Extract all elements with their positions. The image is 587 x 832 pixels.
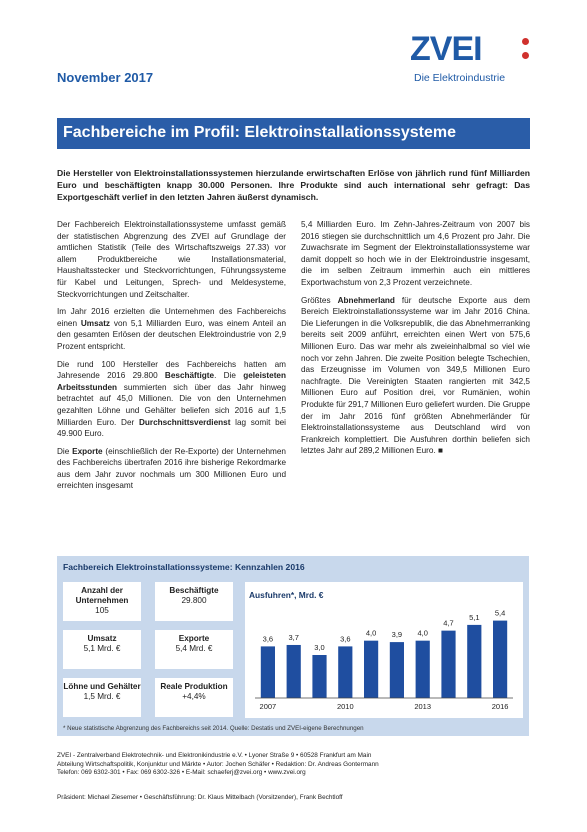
bar-value-label: 3,7 (288, 632, 299, 642)
bar-value-label: 4,0 (365, 628, 377, 638)
paragraph-exportwachstum: 5,4 Milliarden Euro. Im Zehn-Jahres-Zeitraum von 2007 bis 2016 stiegen sie durchschnittlich um 4,6 Prozent pro Jahr. Die Zuwachsrate im Segment der Elektroinstallationssysteme war damit doppelt so hoch wie in der Elektroindustrie insgesamt, die im selben Zeitraum immerhin auch ein mittleres Exportwachstum von 2,3 Prozent verzeichnete. (301, 220, 530, 287)
paragraph-abnehmerland (301, 295, 530, 457)
logo-colon-icon (522, 38, 529, 66)
text: Die rund 100 Hersteller des Fachbereichs hatten am Jahresende 2016 29.800 (57, 359, 286, 381)
text: Im Jahr 2016 erzielten die Unternehmen des Fachbereichs einen (57, 307, 286, 328)
kpi-label: Umsatz (87, 634, 117, 643)
body-column-right (301, 219, 530, 463)
paragraph-beschaeftigte (57, 359, 286, 440)
kpi-produktion (155, 678, 233, 717)
keyword: Exporte (72, 446, 103, 456)
paragraph-intro: Der Fachbereich Elektroinstallationssysteme umfasst gemäß der statistischen Abgrenzung des ZVEI auf Grundlage der amtlichen Statistik (Teile des Wirtschaftszweigs 27.33) vor allem Produktbereiche wie Installationsmaterial, Haushaltsstecker und Steckvorrichtungen, Führungssysteme für Kabel und Leitungen, Sprech- und Meldesysteme, Steckvorrichtungen und Zeitschalter. (57, 220, 286, 299)
bar-value-label: 3,9 (391, 630, 403, 640)
kpi-label: Exporte (178, 634, 210, 643)
x-tick-label: 2007 (259, 702, 277, 711)
kpi-unternehmen (63, 582, 141, 621)
text: für deutsche Exporte aus dem Bereich Elektroinstallationssysteme war im Jahr 2016 China. Die Lieferungen in die Volksrepublik, die das Abnehmerranking bereits seit 2009 anführt, erreichten einen Wert von 575,6 Millionen Euro. Das war mehr als zweieinhalbmal so viel wie noch vor zehn Jahren. Die zweite Position belegte Tschechien, das Erzeugnisse im Volumen von 349,5 Millionen Euro nachfragte. Die Vereinigten Staaten rangierten mit 342,5 Millionen Euro auf Position drei, vor Rumänien, wohin Produkte für 291,7 Millionen Euro geliefert wurden. Die Gruppe der im Jahr 2016 fünf größten Abnehmerländer für Elektroinstallationssysteme aus Deutschland wird von Frankreich komplettiert. Die Ausfuhren dorthin beliefen sich letztes Jahr auf 289,2 Millionen Euro. ■ (301, 295, 530, 456)
bar-2013 (416, 641, 430, 698)
kpi-label: Anzahl der Unternehmen (75, 586, 129, 605)
page-title: Fachbereiche im Profil: Elektroinstallationssysteme (63, 124, 457, 141)
kpi-value: 29.800 (181, 596, 207, 605)
kennzahlen-title: Fachbereich Elektroinstallationssysteme: Kennzahlen 2016 (63, 562, 305, 572)
x-tick-label: 2013 (414, 702, 432, 711)
x-tick-label: 2016 (491, 702, 509, 711)
bar-2014 (441, 631, 455, 698)
bar-2016 (493, 621, 507, 698)
paragraph-umsatz (57, 306, 286, 352)
keyword: Beschäftigte (164, 371, 215, 381)
bar-2011 (364, 641, 378, 698)
text: lag somit bei 49.900 Euro. (57, 417, 286, 439)
bar-2008 (287, 645, 301, 698)
paragraph-exporte (57, 446, 286, 492)
bar-value-label: 4,0 (417, 628, 428, 638)
kpi-value: 1,5 Mrd. € (83, 692, 121, 701)
bar-2012 (390, 642, 404, 698)
keyword: geleisteten Arbeitsstunden (57, 371, 286, 392)
text: von 5,1 Milliarden Euro, was einem Anteil an den gesamten Erlösen der deutschen Elektroindustrie von 2,9 Prozent entspricht. (57, 318, 286, 351)
keyword: Umsatz (80, 318, 111, 328)
footer-contact (57, 752, 537, 778)
footer-line: ZVEI - Zentralverband Elektrotechnik- und Elektronikindustrie e.V. • Lyoner Straße 9 • 60528 Frankfurt am Main (57, 752, 372, 759)
bar-value-label: 3,0 (314, 643, 325, 652)
kpi-label: Löhne und Gehälter (63, 682, 141, 691)
bar-2010 (338, 646, 352, 698)
export-chart-panel (245, 582, 523, 718)
bar-value-label: 4,7 (443, 618, 454, 628)
kennzahlen-box (57, 556, 529, 736)
kpi-exporte (155, 630, 233, 669)
title-banner (57, 118, 530, 149)
kpi-beschaeftigte (155, 582, 233, 621)
kpi-label: Beschäftigte (169, 586, 219, 595)
chart-title: Ausfuhren*, Mrd. € (249, 590, 324, 600)
kennzahlen-footnote: * Neue statistische Abgrenzung des Fachbereichs seit 2014. Quelle: Destatis und ZVEI-eigene Berechnungen (63, 725, 364, 732)
bar-2007 (261, 646, 275, 698)
x-tick-label: 2010 (336, 702, 354, 711)
kpi-value: 5,4 Mrd. € (175, 644, 213, 653)
body-column-left (57, 219, 286, 498)
bar-2009 (312, 655, 326, 698)
text: Größtes (301, 295, 338, 305)
logo-wordmark: ZVEI (410, 30, 482, 68)
text: . Die (214, 371, 244, 381)
kpi-value: 5,1 Mrd. € (83, 644, 121, 653)
bar-value-label: 3,6 (262, 634, 274, 644)
kpi-value: 105 (95, 606, 109, 615)
kpi-value: +4,4% (182, 692, 206, 701)
lead-paragraph: Die Hersteller von Elektroinstallationssystemen hierzulande erwirtschaften Erlöse von jährlich rund fünf Milliarden Euro und beschäftigten knapp 30.000 Personen. Ihre Produkte sind auch international sehr gefragt: Das Exportgeschäft verlief in den letzten Jahren äußerst dynamisch. (57, 168, 530, 203)
keyword: Abnehmerland (337, 295, 395, 305)
bar-value-label: 5,1 (469, 612, 480, 622)
keyword: Durchschnittsverdienst (138, 417, 231, 427)
report-date: November 2017 (57, 70, 154, 85)
bar-2015 (467, 625, 481, 698)
kpi-label: Reale Produktion (160, 682, 228, 691)
bar-value-label: 3,6 (340, 634, 351, 644)
export-bar-chart (245, 582, 523, 718)
text: summierten sich über das Jahr hinweg betrachtet auf 45,0 Millionen. Die von den Unternehmen gezahlten Löhne und Gehälter beliefen sich 2016 auf 1,5 Milliarden Euro. Der (57, 382, 286, 427)
text: Die (57, 446, 73, 456)
kpi-loehne (63, 678, 141, 717)
logo-subtitle: Die Elektroindustrie (414, 72, 506, 84)
footer-management: Präsident: Michael Ziesemer • Geschäftsführung: Dr. Klaus Mittelbach (Vorsitzender), Frank Bechtloff (57, 794, 343, 801)
bar-value-label: 5,4 (494, 608, 506, 618)
footer-line: Telefon: 069 6302-301 • Fax: 069 6302-326 • E-Mail: schaeferj@zvei.org • www.zvei.org (57, 769, 306, 777)
text: (einschließlich der Re-Exporte) der Unternehmen des Fachbereichs übertrafen 2016 ihre bisherige Rekordmarke aus dem Jahr zuvor nochmals um 300 Millionen Euro und erreichten insgesamt (57, 446, 286, 491)
kpi-umsatz (63, 630, 141, 669)
zvei-logo (410, 30, 555, 90)
footer-line: Abteilung Wirtschaftspolitik, Konjunktur und Märkte • Autor: Jochen Schäfer • Redaktion: Dr. Andreas Gontermann (57, 760, 379, 768)
